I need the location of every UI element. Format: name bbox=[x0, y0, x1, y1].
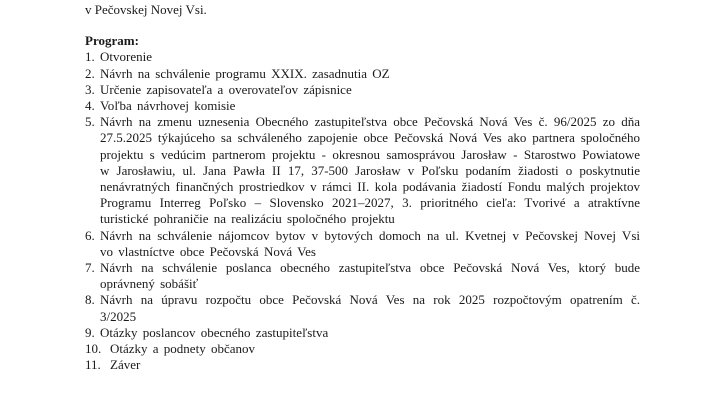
agenda-item-number: 2. bbox=[85, 65, 95, 81]
agenda-item-text: Záver bbox=[110, 357, 141, 373]
agenda-item bbox=[85, 228, 640, 260]
agenda-item-number: 11. bbox=[85, 357, 101, 373]
agenda-item-number: 5. bbox=[85, 114, 95, 130]
agenda-item bbox=[85, 325, 640, 341]
agenda-item-text: Návrh na schválenie poslanca obecného zastupiteľstva obce Pečovská Nová Ves, ktorý bude oprávnený sobášiť bbox=[100, 260, 640, 292]
agenda-item-text: Návrh na schválenie nájomcov bytov v bytových domoch na ul. Kvetnej v Pečovskej Novej Vsi vo vlastníctve obce Pečovská Nová Ves bbox=[100, 227, 640, 259]
agenda-item-text: Voľba návrhovej komisie bbox=[100, 98, 236, 114]
agenda-item-number: 6. bbox=[85, 227, 95, 243]
agenda-item-number: 1. bbox=[85, 49, 95, 65]
agenda-item bbox=[85, 357, 640, 373]
agenda-item bbox=[85, 341, 640, 357]
agenda-item bbox=[85, 49, 640, 65]
agenda-item-text: Určenie zapisovateľa a overovateľov zápisnice bbox=[100, 81, 352, 97]
agenda-item-text: Návrh na úpravu rozpočtu obce Pečovská Nová Ves na rok 2025 rozpočtovým opatrením č. 3/2025 bbox=[100, 292, 640, 324]
agenda-item bbox=[85, 98, 640, 114]
agenda-item-text: Otvorenie bbox=[100, 49, 152, 65]
agenda-item-text: Návrh na schválenie programu XXIX. zasadnutia OZ bbox=[100, 65, 390, 81]
agenda-item bbox=[85, 82, 640, 98]
paragraph-fragment: v Pečovskej Novej Vsi. bbox=[85, 2, 207, 17]
agenda-item bbox=[85, 260, 640, 292]
agenda-item bbox=[85, 292, 640, 324]
agenda-item-number: 4. bbox=[85, 98, 95, 114]
agenda-item bbox=[85, 66, 640, 82]
agenda-item-text: Návrh na zmenu uznesenia Obecného zastupiteľstva obce Pečovská Nová Ves č. 96/2025 zo dňa 27.5.2025 týkajúceho sa schváleného zapojenie obce Pečovská Nová Ves ako partnera spoločného projektu s vedúcim partnerom projektu - okresnou samosprávou Jarosław - Starostwo Powiatowe w Jarosławiu, ul. Jana Pawła II 17, 37-500 Jarosław v Poľsku podaním žiadosti o poskytnutie nenávratných finančných prostriedkov v rámci II. kola podávania žiadostí Fondu malých projektov Programu Interreg Poľsko – Slovensko 2021–2027, 3. prioritného cieľa: Tvorivé a atraktívne turistické pohraničie na realizáciu spoločného projektu bbox=[100, 114, 640, 227]
program-heading: Program: bbox=[85, 33, 139, 49]
agenda-item bbox=[85, 114, 640, 227]
agenda-item-text: Otázky poslancov obecného zastupiteľstva bbox=[100, 324, 329, 340]
agenda-item-number: 3. bbox=[85, 81, 95, 97]
agenda-item-number: 9. bbox=[85, 324, 95, 340]
agenda-item-number: 7. bbox=[85, 260, 95, 276]
agenda-item-number: 8. bbox=[85, 292, 95, 308]
agenda-item-number: 10. bbox=[85, 341, 102, 357]
agenda-item-text: Otázky a podnety občanov bbox=[110, 341, 255, 357]
agenda-list bbox=[85, 49, 640, 373]
